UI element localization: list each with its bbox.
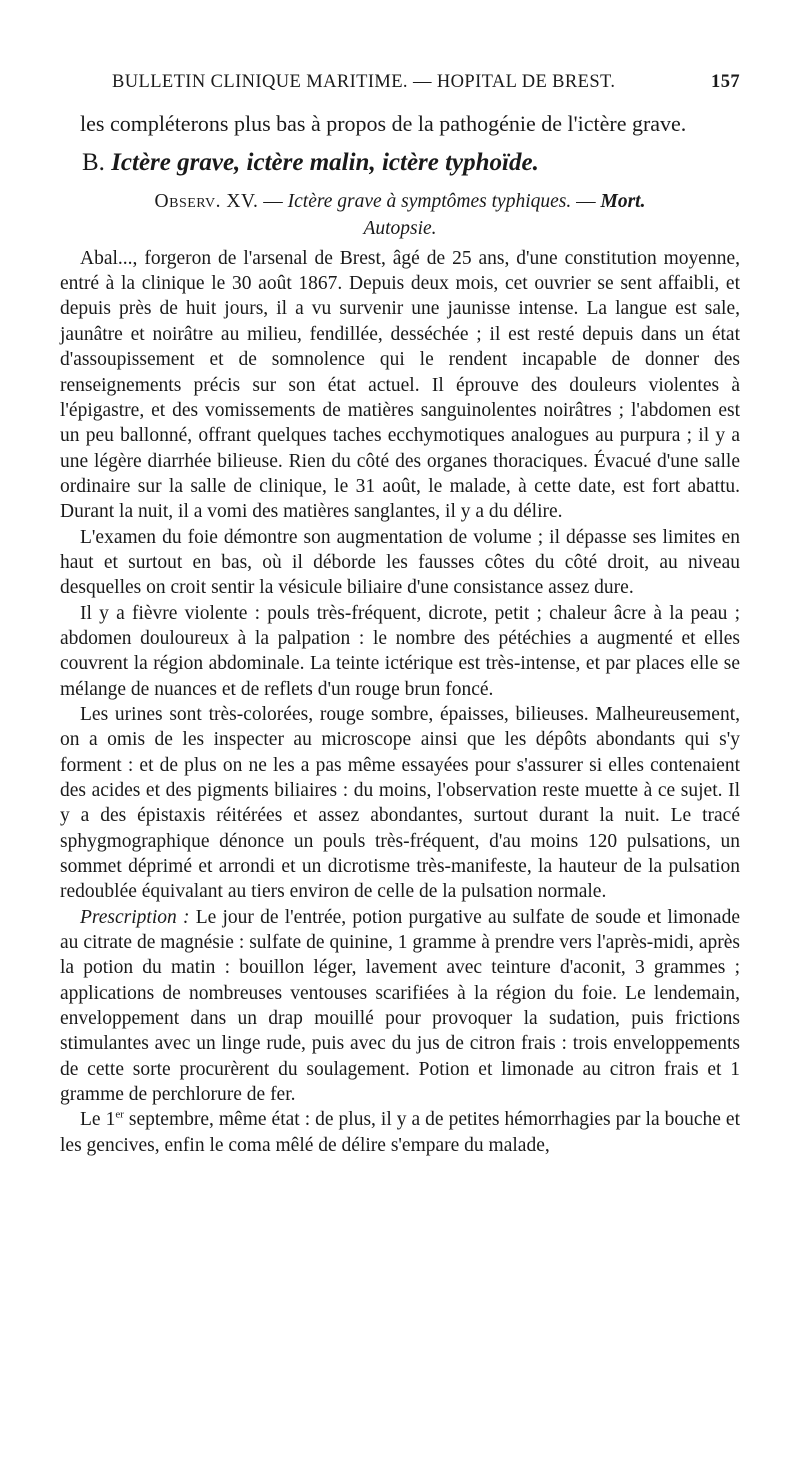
observation-heading: [60, 189, 740, 214]
page-body: [60, 110, 740, 1158]
ordinal-superscript: er: [115, 1108, 124, 1121]
section-heading: [60, 147, 740, 180]
paragraph-prescription: [60, 905, 740, 1108]
prescription-text: Le jour de l'entrée, potion purgative au sulfate de soude et limonade au citrate de magnésie : sulfate de quinine, 1 gramme à prendre vers l'après-midi, après la potion du matin : bouillon léger, lavement avec teinture d'aconit, 3 grammes ; applications de nombreuses ventouses scarifiées à la région du foie. Le lendemain, enveloppement dans un drap mouillé pour provoquer la sudation, puis frictions stimulantes avec un linge rude, puis avec du jus de citron frais : trois enveloppements de cette sorte procurèrent du soulagement. Potion et limonade au citron frais et 1 gramme de perchlorure de fer.: [60, 906, 740, 1106]
paragraph-3: Il y a fièvre violente : pouls très-fréquent, dicrote, petit ; chaleur âcre à la peau ; abdomen douloureux à la palpation : le nombre des pétéchies a augmenté et elles couvrent la région abdominale. La teinte ictérique est très-intense, et par places elle se mélange de nuances et de reflets d'un rouge brun foncé.: [60, 602, 740, 700]
paragraph-4: Les urines sont très-colorées, rouge sombre, épaisses, bilieuses. Malheureusement, on a omis de les inspecter au microscope ainsi que les dépôts abondants qui s'y forment : et de plus on ne les a pas même essayées pour s'assurer si elles contenaient des acides et des pigments biliaires : du moins, l'observation reste muette à ce sujet. Il y a des épistaxis réitérées et assez abondantes, surtout durant la nuit. Le tracé sphygmographique dénonce un pouls très-fréquent, d'au moins 120 pulsations, un sommet déprimé et arrondi et un dicrotisme très-manifeste, la hauteur de la pulsation redoublée équivalant au tiers environ de celle de la pulsation normale.: [60, 703, 740, 903]
prescription-label: Prescription :: [80, 906, 190, 928]
paragraph-2: L'examen du foie démontre son augmentation de volume ; il dépasse ses limites en haut et surtout en bas, où il déborde les fausses côtes du côté droit, au niveau desquelles on croit sentir la vésicule biliaire d'une consistance assez dure.: [60, 526, 740, 599]
section-title: Ictère grave, ictère malin, ictère typhoïde.: [111, 148, 539, 176]
paragraph-1: Abal..., forgeron de l'arsenal de Brest, âgé de 25 ans, d'une constitution moyenne, entré à la clinique le 30 août 1867. Depuis deux mois, cet ouvrier se sent affaibli, et depuis près de huit jours, il a vu survenir une jaunisse intense. La langue est sale, jaunâtre et noirâtre au milieu, fendillée, desséchée ; il est resté depuis dans un état d'assoupissement et de somnolence qui le rendent incapable de donner des renseignements précis sur son état actuel. Il éprouve des douleurs violentes à l'épigastre, et des vomissements de matières sanguinolentes noirâtres ; l'abdomen est un peu ballonné, offrant quelques taches ecchymotiques analogues au purpura ; il y a une légère diarrhée bilieuse. Rien du côté des organes thoraciques. Évacué d'une salle ordinaire sur la salle de clinique, le 31 août, le malade, à cette date, est fort abattu. Durant la nuit, il a vomi des matières sanglantes, il y a du délire.: [60, 247, 740, 523]
observation-title: Ictère grave à symptômes typhiques.: [287, 191, 572, 213]
running-title: BULLETIN CLINIQUE MARITIME. — HOPITAL DE BREST.: [112, 72, 616, 92]
page-number: 157: [711, 72, 740, 92]
paragraph-6-start: Le 1: [80, 1109, 116, 1131]
paragraph-6-text: septembre, même état : de plus, il y a de petites hémorrhagies par la bouche et les gencives, enfin le coma mêlé de délire s'empare du malade,: [60, 1109, 740, 1156]
observation-dash-1: —: [258, 191, 288, 213]
running-header: [112, 72, 740, 100]
observation-dash-2: —: [571, 191, 601, 213]
observation-subtitle: Autopsie.: [363, 218, 437, 240]
section-letter: B.: [82, 148, 105, 176]
observation-outcome: Mort.: [600, 191, 646, 213]
paragraph-6: [60, 1107, 740, 1158]
intro-paragraph: les compléterons plus bas à propos de la pathogénie de l'ictère grave.: [80, 111, 687, 136]
observation-label: Observ. XV.: [154, 191, 259, 213]
